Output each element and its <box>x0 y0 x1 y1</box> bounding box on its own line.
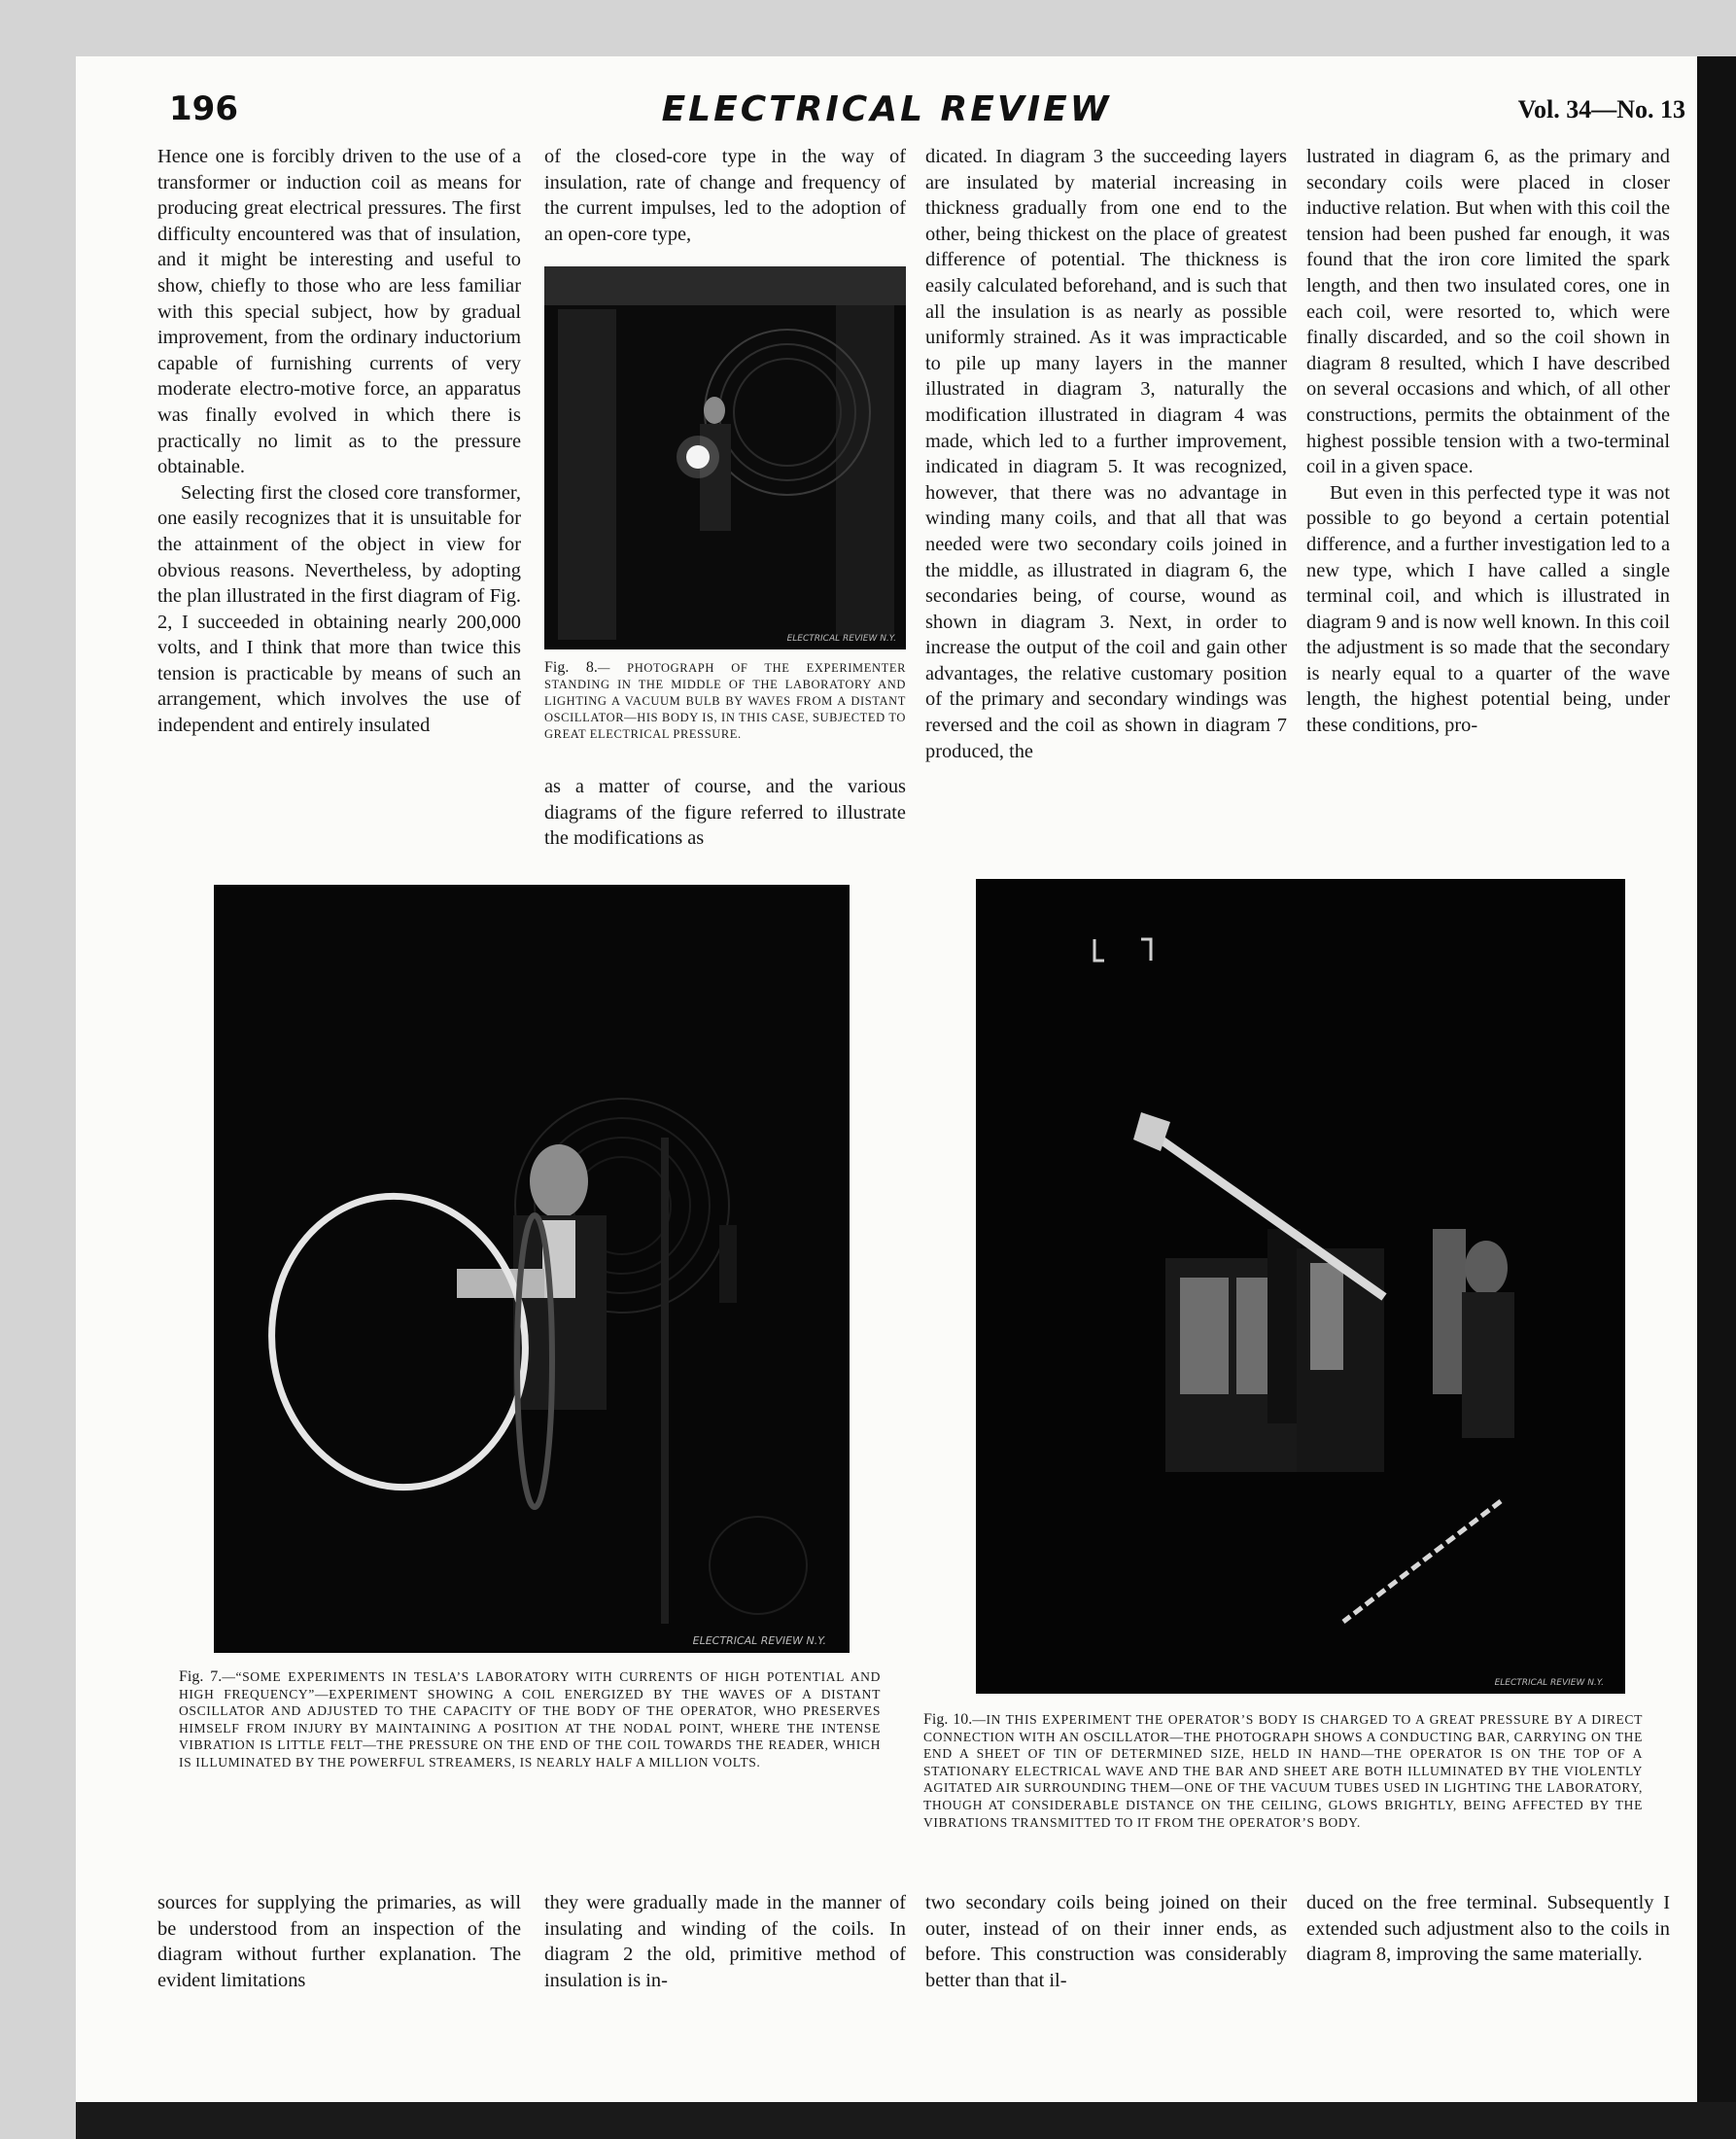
paragraph: sources for supplying the primaries, as will be understood from an inspection of the diagram without further explanation. The evident limitations <box>157 1892 521 1991</box>
figure-10-photo <box>976 879 1625 1694</box>
figure-10-credit: ELECTRICAL REVIEW N.Y. <box>1494 1678 1604 1688</box>
page-number: 196 <box>169 89 238 128</box>
page-header <box>76 84 1697 142</box>
article-column-3 <box>925 144 1287 764</box>
scan-bottom-shadow <box>76 2102 1736 2139</box>
figure-7-credit: ELECTRICAL REVIEW N.Y. <box>692 1634 826 1647</box>
paragraph: as a matter of course, and the various diagrams of the figure referred to illustrate the modifications as <box>544 776 906 850</box>
paragraph: duced on the free terminal. Subsequently I extended such adjustment also to the coils in diagram 8, improving the same materially. <box>1306 1892 1670 1966</box>
bottom-column-2 <box>544 1890 906 1993</box>
figure-7-label: Fig. 7. <box>179 1668 223 1685</box>
figure-8-caption <box>544 659 906 743</box>
figure-8-photo <box>544 266 906 649</box>
volume-number: Vol. 34—No. 13 <box>1517 95 1685 123</box>
paragraph: of the closed-core type in the way of insulation, rate of change and frequency of the current impulses, led to the adoption of an open-core type, <box>544 146 906 245</box>
bottom-column-3 <box>925 1890 1287 1993</box>
bottom-column-4 <box>1306 1890 1670 1968</box>
figure-7-photo <box>214 885 850 1653</box>
figure-7-caption <box>179 1668 881 1771</box>
figure-8-credit: ELECTRICAL REVIEW N.Y. <box>786 634 896 644</box>
figure-7-caption-text: —“SOME EXPERIMENTS IN TESLA’S LABORATORY WITH CURRENTS OF HIGH POTENTIAL AND HIGH FREQUENCY”—EXPERIMENT SHOWING A COIL ENERGIZED BY THE WAVES OF A DISTANT OSCILLATOR AND ADJUSTED TO THE CAPACITY OF THE BODY OF THE OPERATOR, WHO PRESERVES HIMSELF FROM INJURY BY MAINTAINING A POSITION AT THE NODAL POINT, WHERE THE INTENSE VIBRATION IS LITTLE FELT—THE PRESSURE ON THE END OF THE COIL TOWARDS THE READER, WHICH IS ILLUMINATED BY THE POWERFUL STREAMERS, IS NEARLY HALF A MILLION VOLTS. <box>179 1669 881 1770</box>
article-column-2-top <box>544 144 906 247</box>
figure-8-caption-text: — PHOTOGRAPH OF THE EXPERIMENTER STANDING IN THE MIDDLE OF THE LABORATORY AND LIGHTING A VACUUM BULB BY WAVES FROM A DISTANT OSCILLATOR—HIS BODY IS, IN THIS CASE, SUBJECTED TO GREAT ELECTRICAL PRESSURE. <box>544 661 907 741</box>
adjacent-page-edge <box>1697 56 1736 2102</box>
paragraph: But even in this perfected type it was not possible to go beyond a certain potential difference, and a further investigation led to a new type, which I have called a single terminal coil, and which is illustrated in diagram 9 and is now well known. In this coil the adjustment is so made that the secondary is nearly equal to a quarter of the wave length, the highest potential being, under these conditions, pro- <box>1306 481 1670 737</box>
figure-10-label: Fig. 10. <box>923 1711 973 1728</box>
paragraph: two secondary coils being joined on their outer, instead of on their inner ends, as before. This construction was considerably better than that il- <box>925 1892 1287 1991</box>
paragraph: they were gradually made in the manner of insulating and winding of the coils. In diagram 2 the old, primitive method of insulation is in- <box>544 1892 906 1991</box>
article-column-1 <box>157 144 521 739</box>
figure-8-label: Fig. 8. <box>544 659 598 676</box>
newspaper-page <box>76 56 1697 2102</box>
bottom-column-1 <box>157 1890 521 1993</box>
paragraph: Hence one is forcibly driven to the use of a transformer or induction coil as means for producing great electrical pressures. The first difficulty encountered was that of insulation, and it might be interesting and useful to show, chiefly to those who are less familiar with this special subject, how by gradual improvement, from the ordinary inductorium capable of furnishing currents of very moderate electro-motive force, an apparatus was finally evolved in which there is practically no limit as to the pressure obtainable. <box>157 146 521 478</box>
figure-10-caption <box>923 1711 1643 1831</box>
article-column-2-bottom <box>544 774 906 852</box>
figure-10-caption-text: —IN THIS EXPERIMENT THE OPERATOR’S BODY IS CHARGED TO A GREAT PRESSURE BY A DIRECT CONNECTION WITH AN OSCILLATOR—THE PHOTOGRAPH SHOWS A CONDUCTING BAR, CARRYING ON THE END A SHEET OF TIN OF DETERMINED SIZE, HELD IN HAND—THE OPERATOR IS ON THE TOP OF A STATIONARY ELECTRICAL WAVE AND THE BAR AND SHEET ARE BOTH ILLUMINATED BY THE VIOLENTLY AGITATED AIR SURROUNDING THEM—ONE OF THE VACUUM TUBES USED IN LIGHTING THE LABORATORY, THOUGH AT CONSIDERABLE DISTANCE ON THE CEILING, GLOWS BRIGHTLY, BEING AFFECTED BY THE VIBRATIONS TRANSMITTED TO IT FROM THE OPERATOR’S BODY. <box>923 1712 1643 1830</box>
paragraph: Selecting first the closed core transformer, one easily recognizes that it is unsuitable for the attainment of the object in view for obvious reasons. Nevertheless, by adopting the plan illustrated in the first diagram of Fig. 2, I succeeded in obtaining nearly 200,000 volts, and I think that more than twice this tension is practicable by means of such an arrangement, which involves the use of independent and entirely insulated <box>157 481 521 737</box>
article-column-4 <box>1306 144 1670 739</box>
publication-title: ELECTRICAL REVIEW <box>661 89 1112 129</box>
paragraph: dicated. In diagram 3 the succeeding layers are insulated by material increasing in thickness gradually from one end to the other, being thickest on the place of greatest difference of potential. The thickness is easily calculated beforehand, and is such that all the insulation is as nearly as possible uniformly strained. As it was impracticable to pile up many layers in the manner illustrated in diagram 3, naturally the modification illustrated in diagram 4 was made, which led to a further improvement, indicated in diagram 5. It was recognized, however, that there was no advantage in winding many coils, and that all that was needed were two secondary coils joined in the middle, as illustrated in diagram 6, the secondaries being, of course, wound as shown in diagram 3. Next, in order to increase the output of the coil and gain other advantages, the relative customary position of the primary and secondary windings was reversed and the coil as shown in diagram 7 produced, the <box>925 146 1287 762</box>
paragraph: lustrated in diagram 6, as the primary and secondary coils were placed in closer inductive relation. But when with this coil the tension had been pushed far enough, it was found that the iron core limited the spark length, and then two insulated cores, one in each coil, were resorted to, which were finally discarded, and so the coil shown in diagram 8 resulted, which I have described on several occasions and which, of all other constructions, permits the obtainment of the highest possible tension with a two-terminal coil in a given space. <box>1306 146 1670 478</box>
